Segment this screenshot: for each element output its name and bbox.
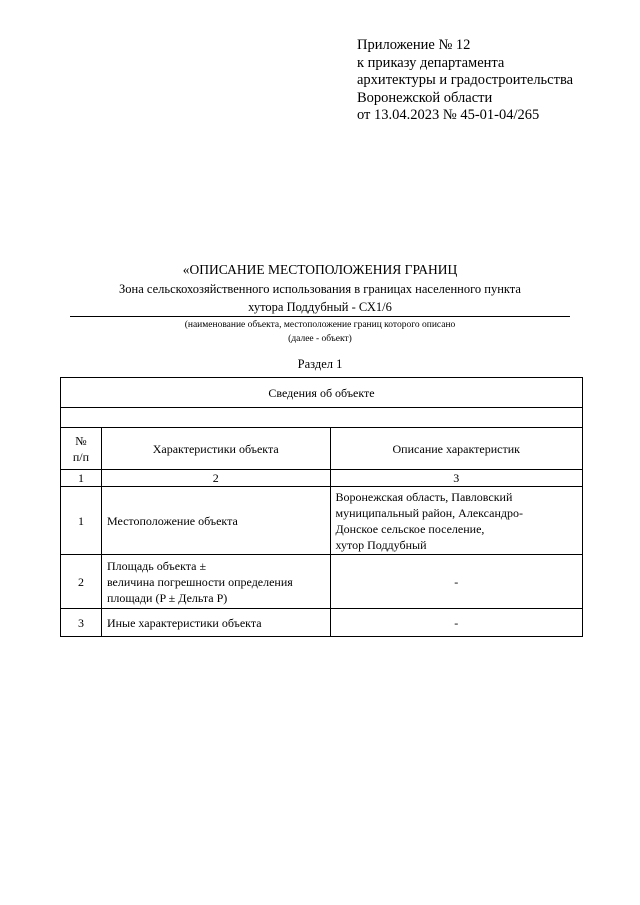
table-index-row <box>61 470 583 487</box>
table-row <box>61 487 583 555</box>
row-characteristic <box>101 555 330 609</box>
description-line: Донское сельское поселение, <box>335 521 485 536</box>
title-block <box>70 261 570 345</box>
underline-rule <box>70 316 570 317</box>
appendix-line: Воронежской области <box>357 89 493 106</box>
appendix-line: к приказу департамента <box>357 54 505 71</box>
object-name-line: хутора Поддубный - СХ1/6 <box>248 300 392 314</box>
description-line: муниципальный район, Александро- <box>335 505 524 520</box>
index-cell: 2 <box>101 470 330 487</box>
row-number: 2 <box>61 555 102 609</box>
index-cell: 1 <box>61 470 102 487</box>
row-characteristic: Иные характеристики объекта <box>101 609 330 637</box>
rule-caption: (наименование объекта, местоположение границ которого описано <box>184 320 456 330</box>
appendix-line: архитектуры и градостроительства <box>357 72 574 88</box>
table-heading-row <box>61 378 583 408</box>
index-cell: 3 <box>330 470 583 487</box>
document-title: «ОПИСАНИЕ МЕСТОПОЛОЖЕНИЯ ГРАНИЦ <box>182 262 458 277</box>
object-info-table <box>60 377 583 637</box>
appendix-line: Приложение № 12 <box>357 37 471 53</box>
col-header-num <box>61 428 102 470</box>
row-description: - <box>330 609 583 637</box>
empty-cell <box>61 408 583 428</box>
description-line: хутор Поддубный <box>335 537 427 552</box>
section-label: Раздел 1 <box>297 357 343 371</box>
characteristic-line: величина погрешности определения <box>106 574 293 589</box>
table-spacer-row <box>61 408 583 428</box>
col-header-num-line: п/п <box>72 449 90 464</box>
rule-caption: (далее - объект) <box>288 334 352 344</box>
row-number: 3 <box>61 609 102 637</box>
col-header-characteristic: Характеристики объекта <box>101 428 330 470</box>
row-characteristic: Местоположение объекта <box>101 487 330 555</box>
col-header-description: Описание характеристик <box>330 428 583 470</box>
table-header-row <box>61 428 583 470</box>
col-header-num-line: № <box>75 433 87 448</box>
appendix-line: от 13.04.2023 № 45-01-04/265 <box>357 107 540 123</box>
table-row <box>61 609 583 637</box>
description-line: Воронежская область, Павловский <box>335 489 513 504</box>
object-name-line: Зона сельскохозяйственного использования в границах населенного пункта <box>119 282 521 296</box>
row-description <box>330 487 583 555</box>
characteristic-line: площади (P ± Дельта P) <box>106 590 228 605</box>
table-heading: Сведения об объекте <box>61 378 583 408</box>
characteristic-line: Площадь объекта ± <box>106 558 207 573</box>
appendix-block <box>357 37 573 125</box>
row-description: - <box>330 555 583 609</box>
row-number: 1 <box>61 487 102 555</box>
table-row <box>61 555 583 609</box>
